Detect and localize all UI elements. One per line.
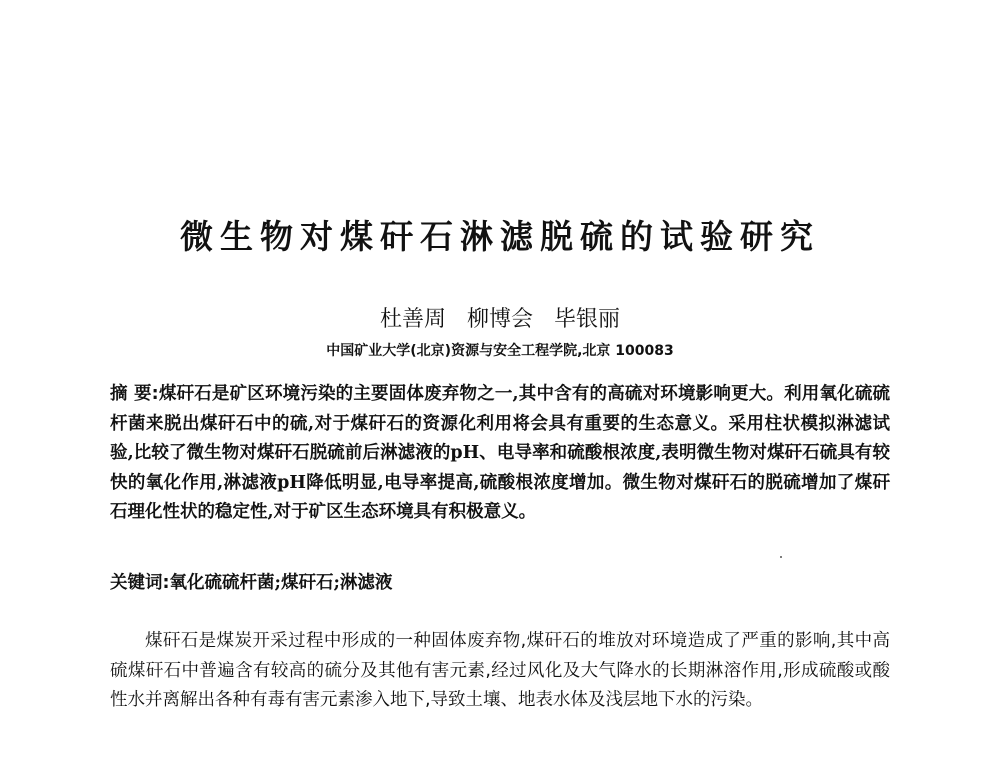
- abstract-block: [110, 380, 890, 528]
- body-paragraph: 煤矸石是煤炭开采过程中形成的一种固体废弃物,煤矸石的堆放对环境造成了严重的影响,其中高硫煤矸石中普遍含有较高的硫分及其他有害元素,经过风化及大气降水的长期淋溶作用,形成硫酸或酸性水并离解出各种有毒有害元素渗入地下,导致土壤、地表水体及浅层地下水的污染。: [110, 631, 890, 710]
- scan-speck: [780, 556, 782, 558]
- abstract-label: 摘 要:: [110, 384, 159, 404]
- paper-title: 微生物对煤矸石淋滤脱硫的试验研究: [180, 217, 820, 256]
- author-list: 杜善周 柳博会 毕银丽: [380, 307, 620, 332]
- author-affiliation: 中国矿业大学(北京)资源与安全工程学院,北京 100083: [326, 343, 674, 359]
- keywords-text: 氧化硫硫杆菌;煤矸石;淋滤液: [169, 573, 393, 593]
- abstract-text: 煤矸石是矿区环境污染的主要固体废弃物之一,其中含有的高硫对环境影响更大。利用氧化硫硫杆菌来脱出煤矸石中的硫,对于煤矸石的资源化利用将会具有重要的生态意义。采用柱状模拟淋滤试验,比较了微生物对煤矸石脱硫前后淋滤液的pH、电导率和硫酸根浓度,表明微生物对煤矸石硫具有较快的氧化作用,淋滤液pH降低明显,电导率提高,硫酸根浓度增加。微生物对煤矸石的脱硫增加了煤矸石理化性状的稳定性,对于矿区生态环境具有积极意义。: [110, 384, 891, 522]
- keywords-block: [110, 569, 890, 597]
- keywords-label: 关键词:: [110, 573, 170, 593]
